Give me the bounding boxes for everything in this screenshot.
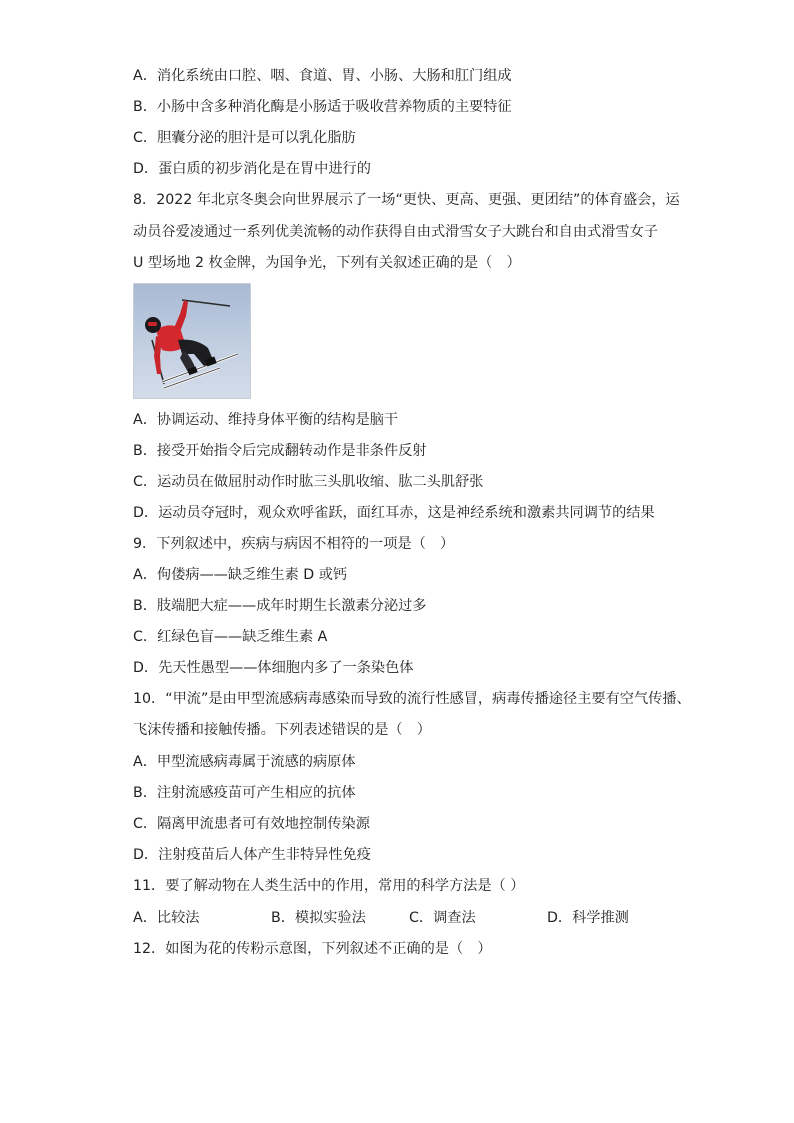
q7-option-b: B．小肠中含多种消化酶是小肠适于吸收营养物质的主要特征 (133, 99, 512, 115)
q8-option-d: D．运动员夺冠时，观众欢呼雀跃，面红耳赤，这是神经系统和激素共同调节的结果 (133, 505, 655, 521)
skier-photo (133, 283, 251, 399)
q9-option-c: C．红绿色盲——缺乏维生素 A (133, 629, 328, 645)
q11-option-d: D．科学推测 (547, 910, 629, 926)
q11-stem: 11．要了解动物在人类生活中的作用，常用的科学方法是（ ） (133, 878, 525, 894)
q11-option-c: C．调查法 (409, 910, 476, 926)
q8-option-a: A．协调运动、维持身体平衡的结构是脑干 (133, 412, 399, 428)
q8-stem-line-3: U 型场地 2 枚金牌，为国争光，下列有关叙述正确的是（ ） (133, 255, 521, 271)
q8-option-c: C．运动员在做屈肘动作时肱三头肌收缩、肱二头肌舒张 (133, 474, 484, 490)
q10-option-a: A．甲型流感病毒属于流感的病原体 (133, 754, 356, 770)
q11-option-a: A．比较法 (133, 910, 200, 926)
q8-stem-line-1: 8．2022 年北京冬奥会向世界展示了一场“更快、更高、更强、更团结”的体育盛会，运 (133, 192, 680, 208)
q9-option-d: D．先天性愚型——体细胞内多了一条染色体 (133, 660, 414, 676)
q10-option-b: B．注射流感疫苗可产生相应的抗体 (133, 785, 356, 801)
q7-option-d: D．蛋白质的初步消化是在胃中进行的 (133, 161, 371, 177)
q11-option-b: B．模拟实验法 (271, 910, 366, 926)
q7-option-a: A．消化系统由口腔、咽、食道、胃、小肠、大肠和肛门组成 (133, 68, 512, 84)
q10-stem-line-1: 10．“甲流”是由甲型流感病毒感染而导致的流行性感冒，病毒传播途径主要有空气传播、 (133, 691, 691, 707)
q10-stem-line-2: 飞沫传播和接触传播。下列表述错误的是（ ） (133, 722, 431, 738)
q8-stem-line-2: 动员谷爱凌通过一系列优美流畅的动作获得自由式滑雪女子大跳台和自由式滑雪女子 (133, 224, 658, 240)
q12-stem: 12．如图为花的传粉示意图，下列叙述不正确的是（ ） (133, 941, 492, 957)
q10-option-d: D．注射疫苗后人体产生非特异性免疫 (133, 847, 371, 863)
q7-option-c: C．胆囊分泌的胆汁是可以乳化脂肪 (133, 130, 356, 146)
q9-option-a: A．佝偻病——缺乏维生素 D 或钙 (133, 567, 348, 583)
q10-option-c: C．隔离甲流患者可有效地控制传染源 (133, 816, 370, 832)
q9-option-b: B．肢端肥大症——成年时期生长激素分泌过多 (133, 598, 427, 614)
q8-option-b: B．接受开始指令后完成翻转动作是非条件反射 (133, 443, 427, 459)
q9-stem: 9．下列叙述中，疾病与病因不相符的一项是（ ） (133, 536, 455, 552)
skier-illustration (134, 284, 250, 398)
